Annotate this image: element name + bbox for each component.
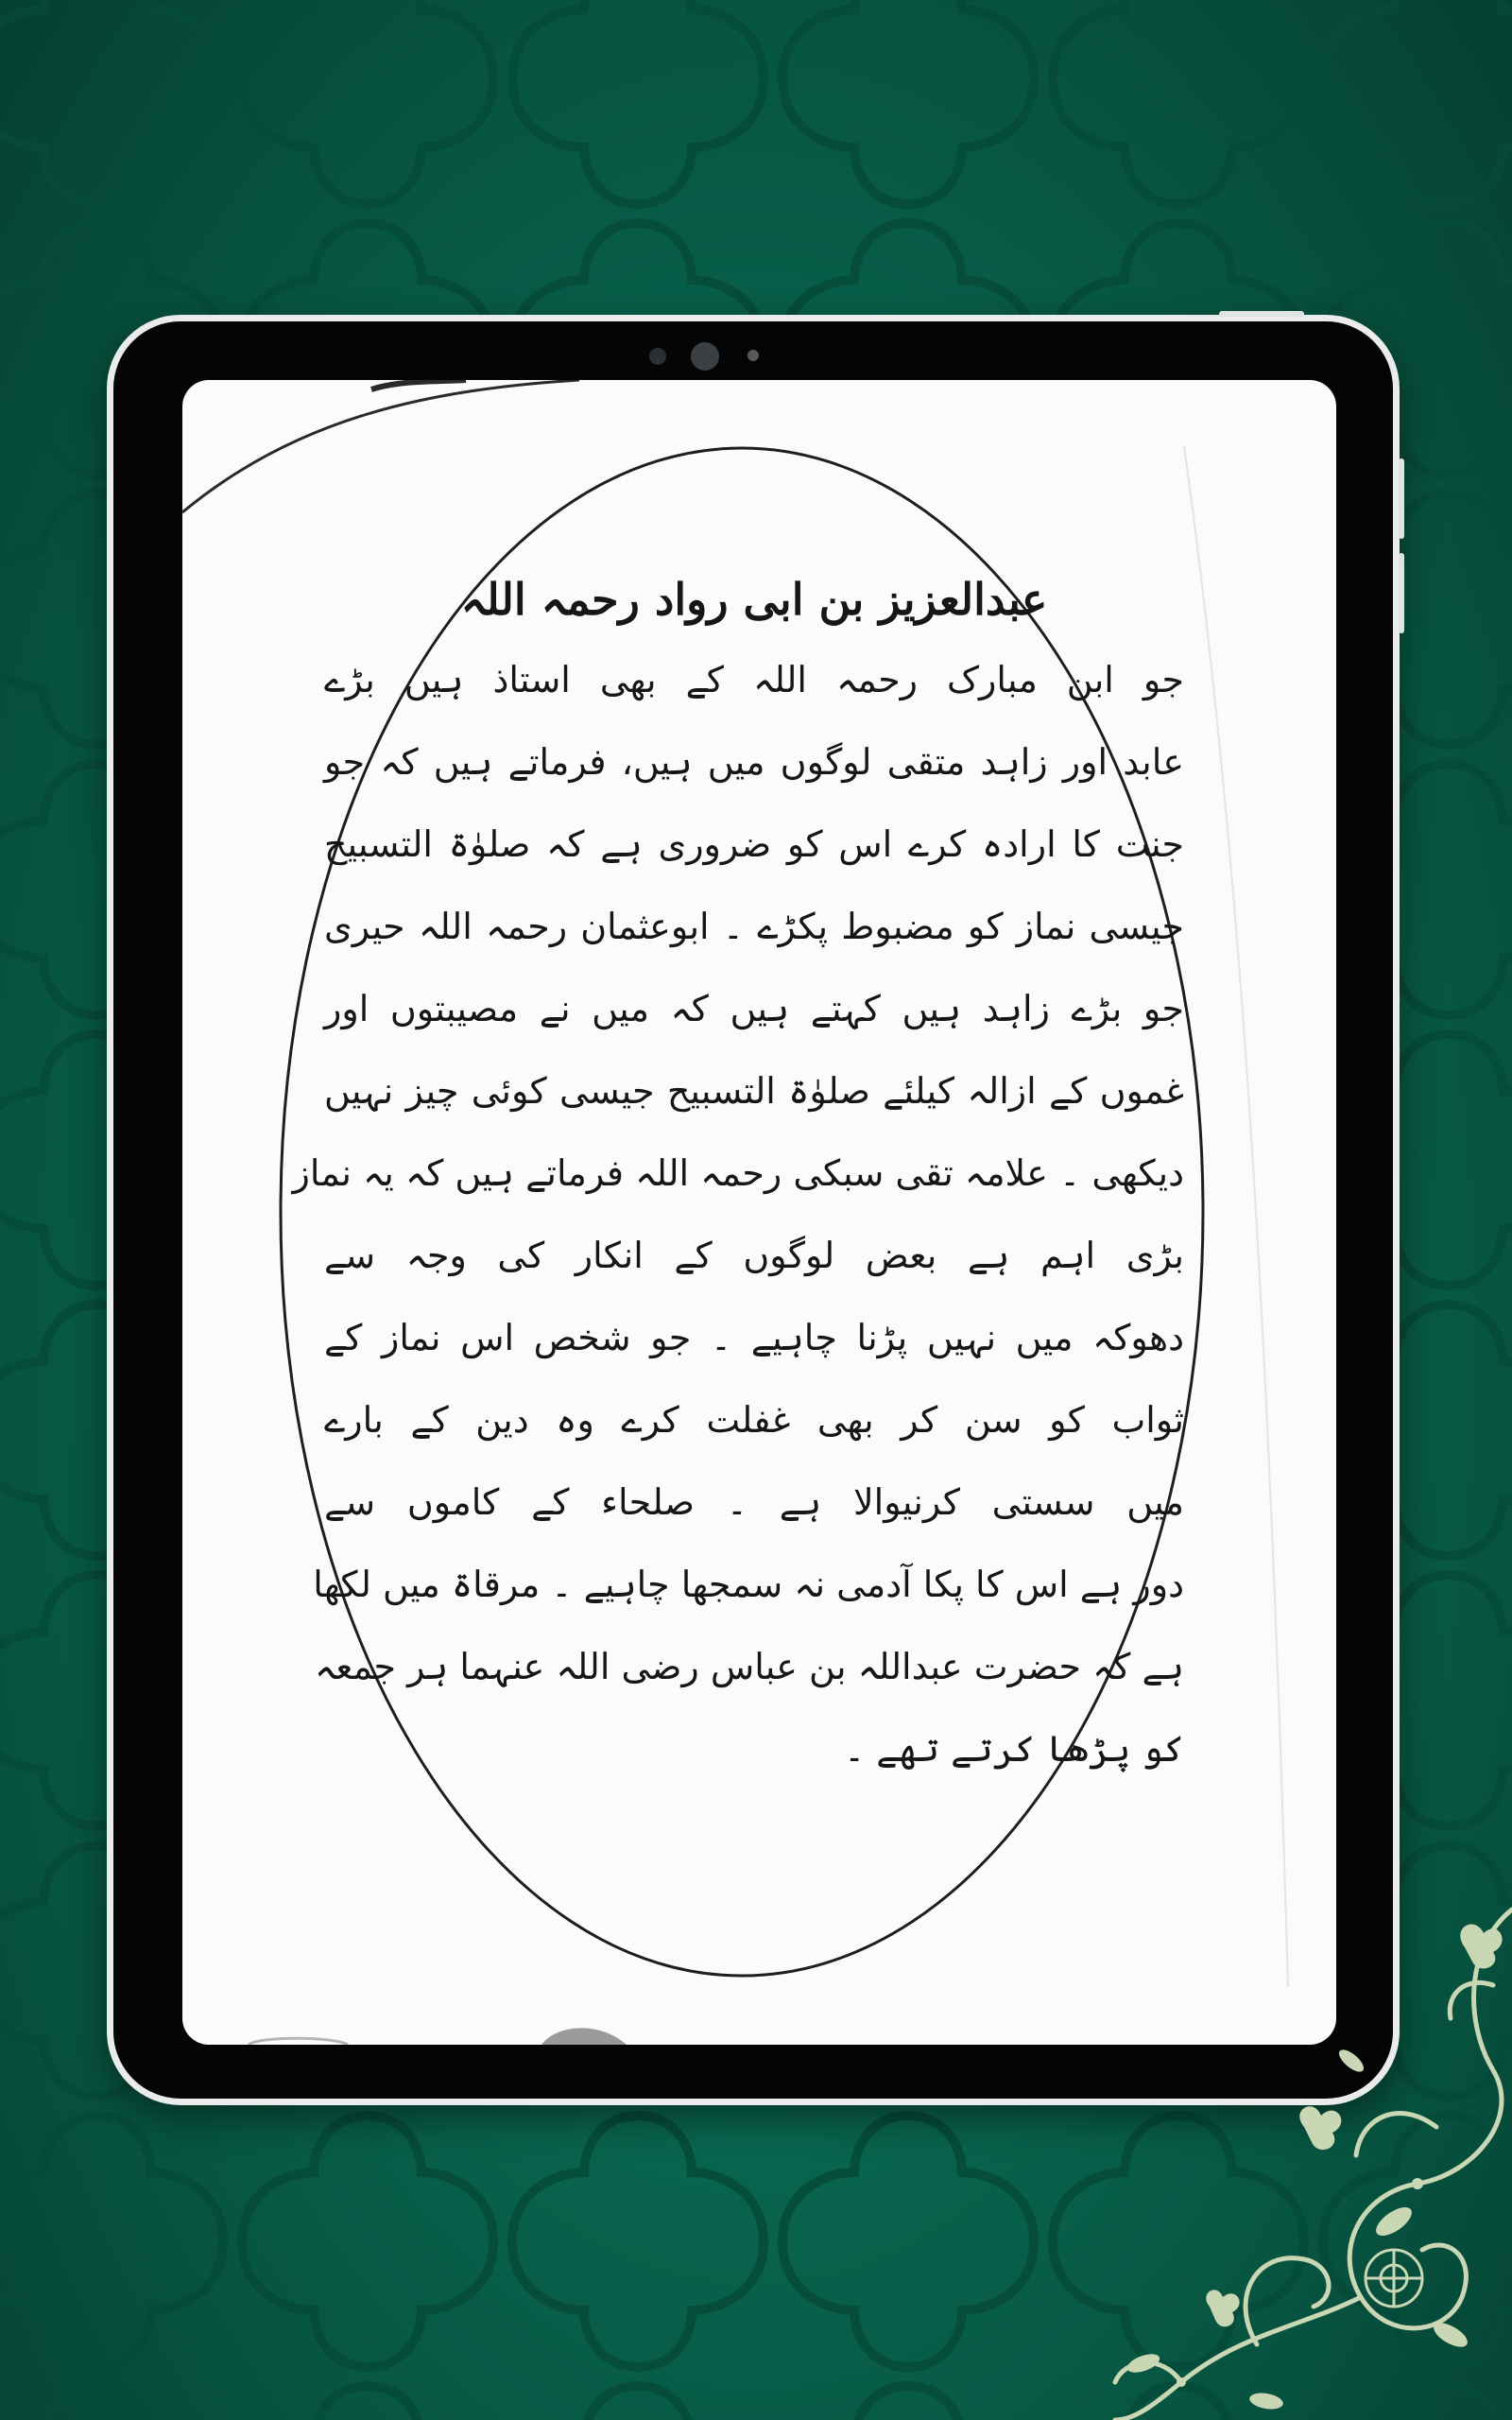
- article-line: ثواب کو سن کر بھی غفلت کرے وہ دین کے بارے: [324, 1399, 1184, 1442]
- article-line: ہے کہ حضرت عبداللہ بن عباس رضی اللہ عنہما ہر جمعہ: [314, 1646, 1184, 1688]
- article-line: عابد اور زاہد متقی لوگوں میں ہیں، فرماتے ہیں کہ جو: [324, 741, 1184, 784]
- camera-bar: [113, 342, 1393, 367]
- article-line: میں سستی کرنیوالا ہے ۔ صلحاء کے کاموں سے: [324, 1481, 1184, 1524]
- camera-icon: [649, 348, 666, 365]
- article-title: عبدالعزیز بن ابی رواد رحمہ اللہ: [460, 574, 1048, 625]
- camera-lens-icon: [691, 342, 719, 371]
- article-line: دھوکہ میں نہیں پڑنا چاہیے ۔ جو شخص اس نماز کے: [324, 1317, 1184, 1359]
- article-line: کو پڑھا کرتے تھے ۔: [843, 1728, 1184, 1771]
- article-line: جنت کا ارادہ کرے اس کو ضروری ہے کہ صلوٰۃ التسبیح: [324, 823, 1184, 866]
- tablet-volume-up-button: [1399, 458, 1404, 539]
- camera-sensor-icon: [747, 350, 759, 361]
- tablet-top-button: [1219, 311, 1304, 317]
- tablet-frame: [107, 315, 1400, 2105]
- floral-ornament-icon: [1021, 1891, 1512, 2420]
- screen: [182, 380, 1336, 2045]
- article-line: جو ابن مبارک رحمہ اللہ کے بھی استاذ ہیں بڑے: [324, 659, 1184, 701]
- article-line: غموں کے ازالہ کیلئے صلوٰۃ التسبیح جیسی کوئی چیز نہیں: [324, 1070, 1184, 1113]
- tablet-volume-down-button: [1399, 553, 1404, 633]
- article-line: جو بڑے زاہد ہیں کہتے ہیں کہ میں نے مصیبتوں اور: [324, 988, 1184, 1030]
- article-line: بڑی اہم ہے بعض لوگوں کے انکار کی وجہ سے: [324, 1235, 1184, 1277]
- article-line: دیکھی ۔ علامہ تقی سبکی رحمہ اللہ فرماتے ہیں کہ یہ نماز: [292, 1152, 1184, 1195]
- article-line: جیسی نماز کو مضبوط پکڑے ۔ ابوعثمان رحمہ اللہ حیری: [324, 906, 1184, 948]
- article-body: [292, 574, 1184, 1790]
- article-line: دور ہے اس کا پکا آدمی نہ سمجھا چاہیے ۔ مرقاۃ میں لکھا: [313, 1564, 1184, 1606]
